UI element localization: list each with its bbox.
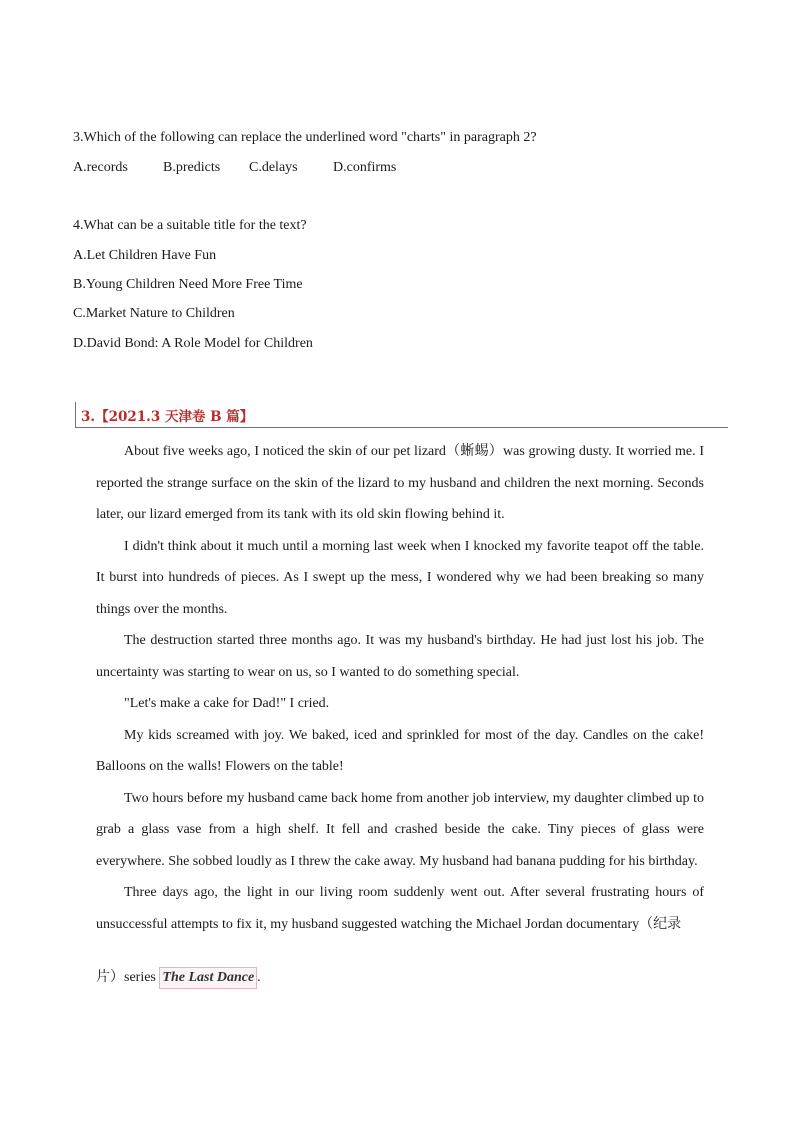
- question-3-options: [73, 158, 423, 178]
- option-c: C.delays: [249, 160, 298, 175]
- tail-suffix: .: [257, 970, 261, 985]
- question-4-text: 4.What can be a suitable title for the text?: [73, 218, 307, 233]
- paragraph-4: "Let's make a cake for Dad!" I cried.: [124, 696, 330, 711]
- option-a: A.Let Children Have Fun: [73, 248, 217, 263]
- documentary-title: The Last Dance: [159, 967, 257, 989]
- tail-prefix: 片）series: [96, 970, 160, 985]
- paragraph-2: I didn't think about it much until a morning last week when I knocked my favorite teapot off the table. It burst into hundreds of pieces. As I swept up the mess, I wondered why we had been breaking so many things over the months.: [96, 538, 704, 617]
- section-heading-text: 3.【2021.3 天津卷 B 篇】: [81, 409, 254, 425]
- paragraph-1: About five weeks ago, I noticed the skin of our pet lizard（蜥蜴）was growing dusty. It worried me. I reported the strange surface on the skin of the lizard to my husband and children the next morning. Seconds later, our lizard emerged from its tank with its old skin flowing behind it.: [96, 444, 704, 522]
- option-b: B.Young Children Need More Free Time: [73, 277, 303, 292]
- option-d: D.confirms: [333, 160, 397, 175]
- question-3-text: 3.Which of the following can replace the underlined word "charts" in paragraph 2?: [73, 130, 537, 145]
- question-3: [73, 128, 733, 188]
- paragraph-5: My kids screamed with joy. We baked, iced and sprinkled for most of the day. Candles on the cake! Balloons on the walls! Flowers on the table!: [96, 727, 704, 774]
- question-4: [73, 216, 733, 356]
- option-d: D.David Bond: A Role Model for Children: [73, 336, 313, 351]
- reading-passage: [96, 436, 704, 994]
- paragraph-6: Two hours before my husband came back home from another job interview, my daughter climbed up to grab a glass vase from a high shelf. It fell and crashed beside the cake. Tiny pieces of glass were everywhere. She sobbed loudly as I threw the cake away. My husband had banana pudding for his birthday.: [96, 790, 704, 869]
- paragraph-7-text: Three days ago, the light in our living room suddenly went out. After several frustrating hours of unsuccessful attempts to fix it, my husband suggested watching the Michael Jordan documentary（纪录: [96, 885, 704, 932]
- paragraph-7-tail: [96, 962, 704, 994]
- paragraph-3: The destruction started three months ago. It was my husband's birthday. He had just lost his job. The uncertainty was starting to wear on us, so I wanted to do something special.: [96, 633, 704, 680]
- option-c: C.Market Nature to Children: [73, 306, 235, 321]
- section-heading: [75, 402, 728, 428]
- option-a: A.records: [73, 160, 128, 175]
- paragraph-7: [96, 877, 704, 994]
- option-b: B.predicts: [163, 160, 221, 175]
